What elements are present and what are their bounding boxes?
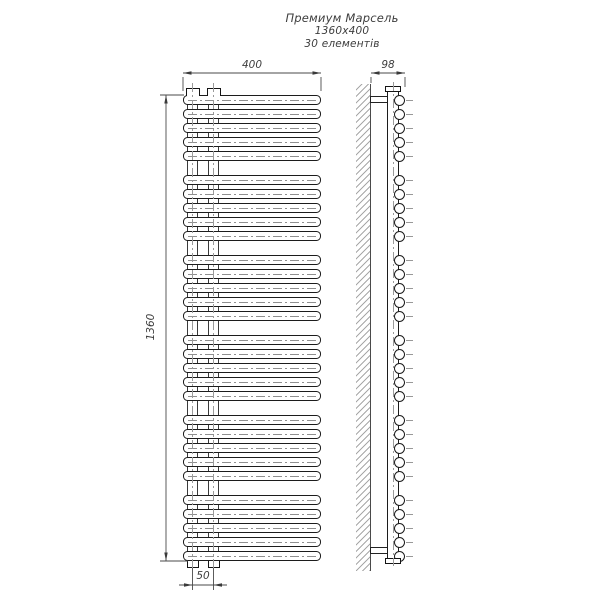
dimension-arrowheads [164,71,405,586]
dim-height-label: 1360 [145,313,157,341]
product-elements-count: 30 елементів [304,38,380,50]
product-name: Премиум Марсель [285,11,399,25]
product-size: 1360x400 [314,25,370,37]
dim-depth-label: 98 [381,59,395,71]
dim-pipe-spacing-label: 50 [196,570,210,582]
dim-width-label: 400 [241,59,263,71]
